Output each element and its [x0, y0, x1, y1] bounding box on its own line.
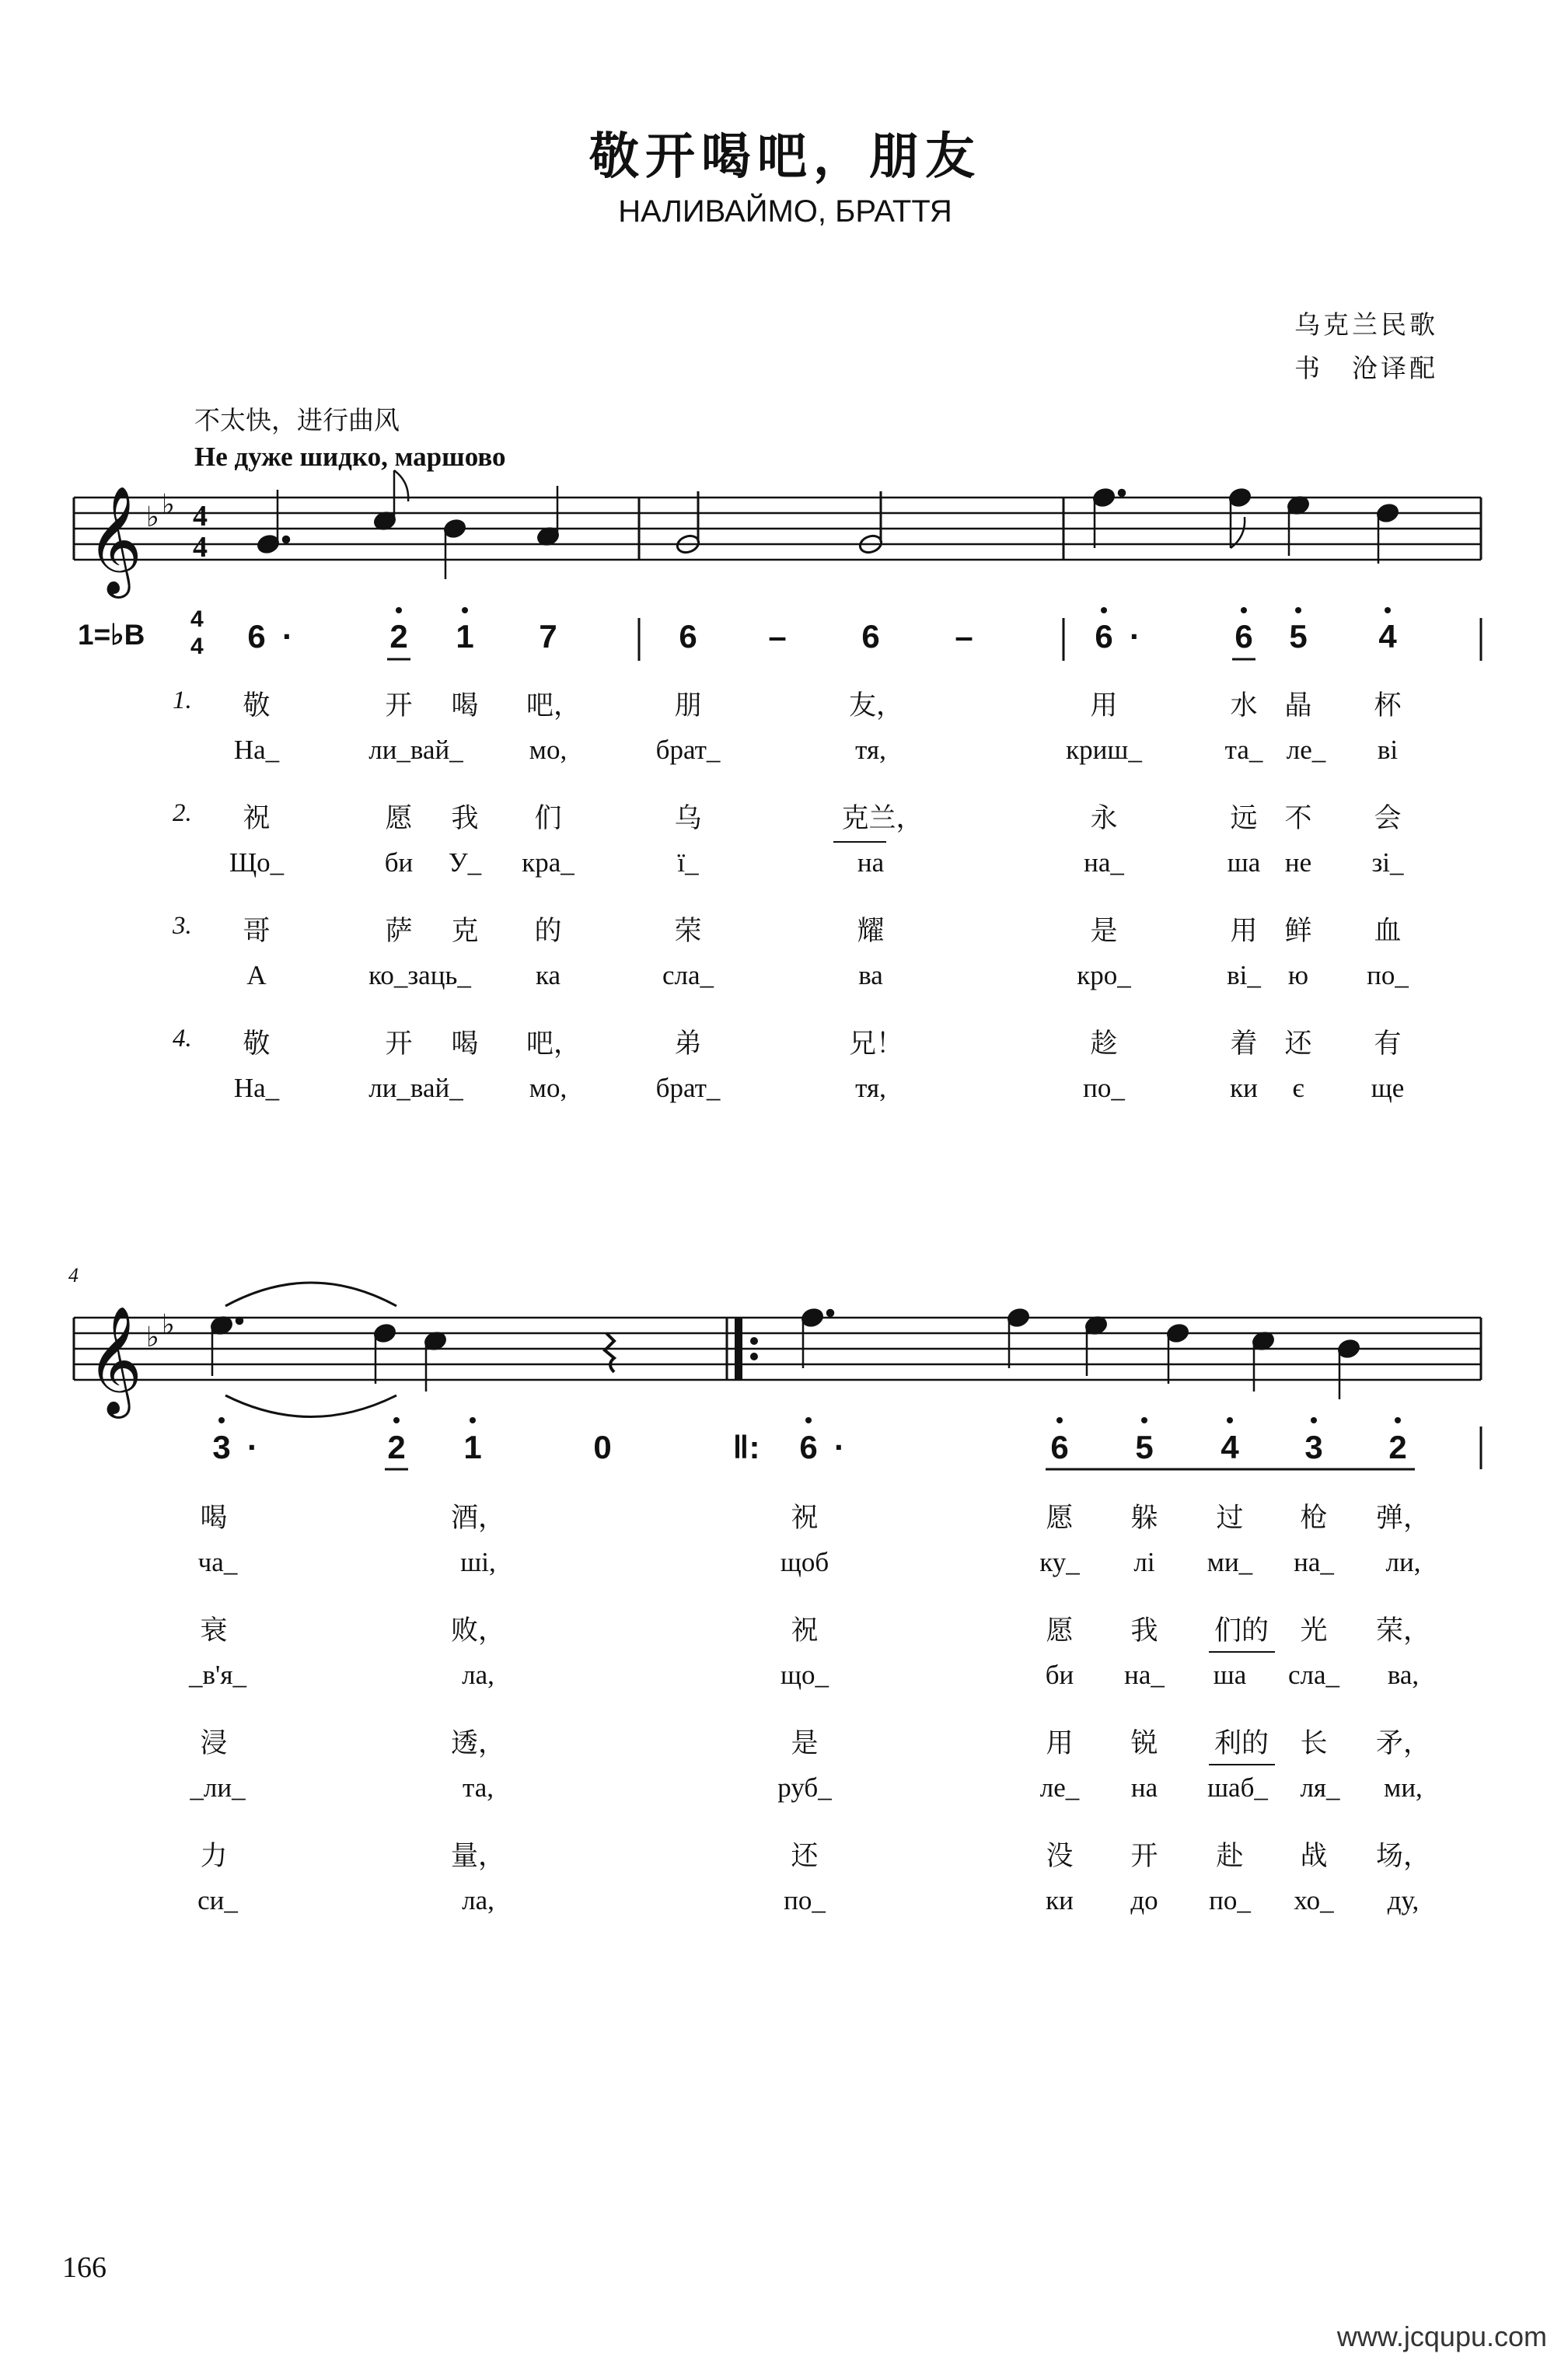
jianpu-note: 6: [1234, 618, 1253, 655]
notes-measure-2: [675, 491, 883, 555]
lyric-ua: би: [384, 847, 414, 878]
jianpu-note: 7: [539, 618, 557, 655]
lyric-cn: 杯: [1374, 690, 1402, 721]
repeat-dot: [750, 1337, 758, 1345]
lyric-ua: брат_: [655, 1073, 721, 1103]
lyric-cn: 战: [1300, 1841, 1328, 1872]
lyric-ua: на_: [1084, 847, 1124, 878]
jianpu-octave-dots: [218, 607, 1404, 1423]
jianpu-rest: 0: [593, 1429, 612, 1465]
staff-lines-system-2: [74, 1318, 1481, 1380]
jianpu-dot: ·: [282, 618, 293, 655]
lyric-ua: зі_: [1371, 847, 1404, 878]
flat-icon: ♭: [146, 1322, 159, 1353]
lyric-cn: 是: [1090, 916, 1118, 947]
lyric-ua: по_: [1083, 1073, 1125, 1103]
lyric-ua: на: [857, 847, 885, 878]
lyric-cn: 萨: [385, 916, 413, 947]
lyric-cn: 的: [534, 916, 562, 947]
lyric-cn: 喝: [451, 690, 479, 721]
lyric-ua: мо,: [529, 1073, 567, 1103]
lyric-ua: на_: [1124, 1660, 1165, 1690]
lyric-cn: 喝: [451, 1028, 479, 1060]
lyric-cn: 酒，: [450, 1503, 506, 1534]
lyric-ua: тя,: [855, 1073, 886, 1103]
lyric-ua: сла_: [1287, 1660, 1340, 1690]
notes-measure-5: [800, 1307, 1360, 1399]
jianpu-note: 4: [1221, 1429, 1239, 1465]
lyric-ua: _в'я_: [189, 1660, 246, 1690]
lyric-ua: ки: [1046, 1885, 1074, 1915]
lyric-cn: 锐: [1130, 1728, 1158, 1759]
jianpu-dot: ·: [1130, 618, 1140, 655]
jianpu-note: 3: [1304, 1429, 1323, 1465]
lyric-ua: _ли_: [190, 1772, 246, 1803]
jianpu-time-top: 4: [190, 606, 204, 632]
lyric-cn: 利的: [1214, 1728, 1269, 1759]
lyric-ua: ко_заць_: [368, 960, 471, 990]
lyric-ua: ли,: [1385, 1547, 1421, 1577]
lyric-ua: би: [1045, 1660, 1074, 1690]
lyric-cn: 我: [451, 803, 479, 834]
jianpu-note: 6: [1095, 618, 1113, 655]
jianpu-note: 6: [861, 618, 880, 655]
lyric-cn: 浸: [200, 1728, 228, 1759]
tempo-marking-chinese: 不太快，进行曲风: [194, 405, 400, 435]
lyric-cn: 愿: [385, 803, 413, 834]
lyric-ua: ша: [1227, 847, 1261, 878]
lyric-cn: 朋: [674, 690, 702, 721]
lyric-cn: 喝: [200, 1503, 228, 1534]
lyric-ua: є: [1292, 1073, 1304, 1103]
lyric-cn: 弹，: [1375, 1503, 1431, 1534]
lyric-ua: по_: [1367, 960, 1409, 990]
lyric-ua: ві: [1377, 735, 1399, 765]
translator-credit: 书 沧译配: [1294, 353, 1438, 383]
key-signature: 1=♭B: [78, 619, 145, 651]
lyric-ua: ї_: [677, 847, 699, 878]
lyric-ua: си_: [197, 1885, 238, 1915]
repeat-start-barline: [735, 1318, 742, 1380]
lyric-cn: 开: [1130, 1841, 1158, 1872]
lyric-cn: 矛，: [1375, 1728, 1431, 1759]
treble-clef-icon: 𝄞: [87, 486, 142, 594]
lyric-cn: 躲: [1130, 1503, 1158, 1534]
song-title-ukrainian: НАЛИВАЙМО, БРАТТЯ: [618, 194, 952, 229]
lyric-cn: 没: [1046, 1841, 1074, 1872]
lyric-cn: 弟: [674, 1028, 702, 1060]
lyric-ua: ки: [1230, 1073, 1258, 1103]
lyric-ua: ча_: [197, 1547, 238, 1577]
lyric-cn: 祝: [243, 803, 271, 834]
lyric-ua: ла,: [462, 1660, 494, 1690]
tempo-marking-ukrainian: Не дуже шидко, маршово: [194, 442, 506, 472]
lyric-cn: 会: [1374, 803, 1402, 834]
lyric-cn: 力: [200, 1841, 228, 1872]
lyric-cn: 量，: [450, 1841, 506, 1872]
lyric-cn: 愿: [1046, 1615, 1074, 1646]
lyric-cn: 友，: [848, 690, 904, 721]
verse-number: 3.: [173, 912, 192, 940]
time-signature-bottom: 4: [193, 531, 208, 564]
lyric-ua: ші,: [460, 1547, 496, 1577]
lyric-cn: 荣，: [1375, 1615, 1431, 1646]
lyric-ua: ка: [535, 960, 561, 990]
lyric-cn: 敬: [243, 690, 271, 721]
lyric-cn: 衰: [200, 1615, 228, 1646]
lyric-ua: ла,: [462, 1885, 494, 1915]
verse-number: 1.: [173, 686, 192, 714]
lyric-ua: ли_вай_: [368, 735, 463, 765]
lyric-ua: ле_: [1286, 735, 1326, 765]
jianpu-note: 1: [456, 618, 474, 655]
jianpu-dot: ·: [247, 1429, 258, 1465]
lyric-ua: до: [1130, 1885, 1158, 1915]
lyric-cn: 还: [791, 1841, 819, 1872]
jianpu-note: 6: [247, 618, 266, 655]
lyric-cn: 是: [791, 1728, 819, 1759]
lyric-cn: 荣: [674, 916, 702, 947]
lyric-ua: сла_: [662, 960, 714, 990]
lyric-cn: 们: [534, 803, 562, 834]
jianpu-dot: ·: [834, 1429, 845, 1465]
lyric-cn: 乌: [674, 803, 702, 834]
lyric-cn: 远: [1230, 803, 1258, 834]
jianpu-note: 4: [1378, 618, 1397, 655]
jianpu-note: 6: [1050, 1429, 1069, 1465]
time-signature-top: 4: [193, 500, 208, 533]
lyric-cn: 祝: [791, 1615, 819, 1646]
jianpu-dash: –: [955, 618, 973, 655]
origin-credit: 乌克兰民歌: [1294, 309, 1438, 340]
lyric-cn: 场，: [1375, 1841, 1431, 1872]
lyric-cn: 鲜: [1284, 916, 1312, 947]
lyric-ua: ва,: [1387, 1660, 1420, 1690]
lyric-ua: по_: [1209, 1885, 1251, 1915]
lyric-ua: ві_: [1227, 960, 1261, 990]
lyric-ua: руб_: [777, 1772, 832, 1803]
lyric-cn: 祝: [791, 1503, 819, 1534]
lyric-cn: 用: [1090, 690, 1118, 721]
jianpu-repeat-sign: ‖:: [732, 1429, 760, 1465]
lyric-ua: по_: [784, 1885, 826, 1915]
jianpu-note: 5: [1135, 1429, 1154, 1465]
lyric-cn: 光: [1300, 1615, 1328, 1646]
verse-number: 4.: [173, 1025, 192, 1053]
lyric-ua: ми,: [1384, 1772, 1423, 1803]
verse-number: 2.: [173, 799, 192, 827]
lyric-cn: 不: [1284, 803, 1312, 834]
watermark: www.jcqupu.com: [1336, 2320, 1547, 2352]
lyric-cn: 吧，: [526, 1028, 581, 1060]
lyric-cn: 有: [1374, 1028, 1402, 1060]
jianpu-note: 2: [1388, 1429, 1407, 1465]
lyric-cn: 透，: [450, 1728, 506, 1759]
lyric-ua: лі: [1133, 1547, 1155, 1577]
lyric-ua: на_: [1294, 1547, 1334, 1577]
lyric-ua: тя,: [855, 735, 886, 765]
jianpu-note: 3: [212, 1429, 231, 1465]
lyric-cn: 敬: [243, 1028, 271, 1060]
lyric-cn: 用: [1046, 1728, 1074, 1759]
jianpu-dash: –: [768, 618, 787, 655]
lyric-cn: 晶: [1284, 690, 1312, 721]
flat-icon: ♭: [146, 501, 159, 533]
lyric-ua: шаб_: [1207, 1772, 1268, 1803]
lyric-ua: криш_: [1066, 735, 1142, 765]
lyric-ua: А: [246, 960, 267, 990]
flat-icon: ♭: [162, 1309, 175, 1341]
lyric-ua: та,: [462, 1772, 494, 1803]
lyric-ua: кра_: [522, 847, 574, 878]
jianpu-note: 2: [389, 618, 408, 655]
lyric-cn: 开: [385, 690, 413, 721]
jianpu-time-bottom: 4: [190, 634, 204, 659]
lyric-cn: 开: [385, 1028, 413, 1060]
lyric-cn: 哥: [243, 916, 271, 947]
lyric-ua: на: [1130, 1772, 1158, 1803]
lyric-cn: 耀: [857, 916, 885, 947]
lyric-ua: мо,: [529, 735, 567, 765]
lyric-ua: ще: [1371, 1073, 1405, 1103]
lyric-ua: брат_: [655, 735, 721, 765]
jianpu-note: 1: [463, 1429, 482, 1465]
staff-lines-system-1: [74, 498, 1481, 560]
lyric-ua: ю: [1287, 960, 1309, 990]
lyric-cn: 趁: [1090, 1028, 1118, 1060]
lyric-ua: ми_: [1207, 1547, 1253, 1577]
lyric-ua: ку_: [1039, 1547, 1080, 1577]
lyric-ua: ля_: [1300, 1772, 1340, 1803]
lyric-cn: 枪: [1300, 1503, 1328, 1534]
lyric-cn: 愿: [1046, 1503, 1074, 1534]
lyric-cn: 用: [1230, 916, 1258, 947]
lyric-ua: На_: [233, 1073, 280, 1103]
lyric-cn: 们的: [1214, 1615, 1269, 1646]
lyric-cn: 还: [1284, 1028, 1312, 1060]
lyric-cn: 我: [1130, 1615, 1158, 1646]
lyric-ua: Що_: [229, 847, 285, 878]
lyric-ua: На_: [233, 735, 280, 765]
lyric-cn: 着: [1230, 1028, 1258, 1060]
lyric-ua: ва: [858, 960, 883, 990]
notes-measure-1: [256, 470, 560, 579]
lyric-cn: 过: [1216, 1503, 1244, 1534]
jianpu-note: 6: [679, 618, 697, 655]
treble-clef-icon: 𝄞: [87, 1306, 142, 1414]
lyric-cn: 克兰，: [841, 803, 924, 834]
lyric-cn: 兄！: [848, 1028, 904, 1060]
lyric-cn: 赴: [1216, 1841, 1244, 1872]
lyric-ua: та_: [1224, 735, 1263, 765]
lyric-ua: ли_вай_: [368, 1073, 463, 1103]
lyric-cn: 克: [451, 916, 479, 947]
lyric-cn: 永: [1090, 803, 1118, 834]
jianpu-note: 6: [799, 1429, 818, 1465]
jianpu-note: 2: [387, 1429, 406, 1465]
lyric-cn: 血: [1374, 916, 1402, 947]
song-title-chinese: 敬开喝吧，朋友: [589, 128, 981, 186]
lyric-ua: кро_: [1077, 960, 1131, 990]
lyric-ua: що_: [781, 1660, 829, 1690]
page-number: 166: [62, 2251, 107, 2284]
lyric-ua: У_: [448, 847, 482, 878]
lyric-cn: 吧，: [526, 690, 581, 721]
flat-icon: ♭: [162, 489, 175, 521]
lyric-cn: 水: [1230, 690, 1258, 721]
lyric-ua: ле_: [1039, 1772, 1080, 1803]
repeat-dot: [750, 1353, 758, 1360]
lyric-cn: 败，: [450, 1615, 506, 1646]
lyric-cn: 长: [1300, 1728, 1328, 1759]
lyric-ua: ду,: [1387, 1885, 1420, 1915]
jianpu-note: 5: [1289, 618, 1308, 655]
lyric-ua: щоб: [780, 1547, 829, 1577]
lyric-ua: ша: [1213, 1660, 1247, 1690]
measure-number: 4: [68, 1264, 79, 1287]
lyric-ua: хо_: [1294, 1885, 1334, 1915]
lyric-ua: не: [1284, 847, 1312, 878]
